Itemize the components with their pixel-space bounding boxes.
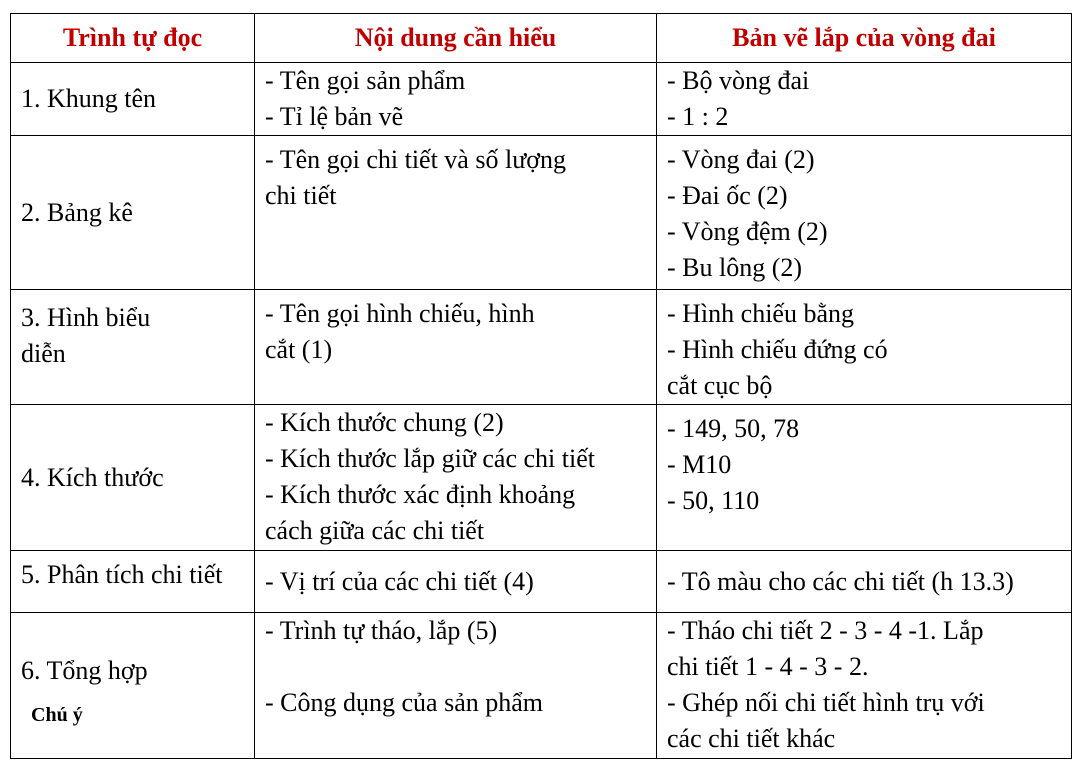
content-line: - Tên gọi hình chiếu, hình	[265, 299, 535, 328]
example-line: - 50, 110	[667, 486, 760, 515]
table-row	[11, 613, 1072, 759]
example-line: - Đai ốc (2)	[667, 181, 788, 210]
example-line: - 1 : 2	[667, 102, 729, 131]
assembly-drawing-reading-table	[10, 13, 1072, 759]
example-cell	[657, 551, 1072, 613]
example-line: - Tô màu cho các chi tiết (h 13.3)	[667, 566, 1014, 596]
header-reading-order: Trình tự đọc	[11, 14, 255, 63]
table-row	[11, 551, 1072, 613]
step-label: diễn	[21, 339, 66, 368]
example-line: chi tiết 1 - 4 - 3 - 2.	[667, 652, 869, 681]
content-line: - Vị trí của các chi tiết (4)	[265, 566, 534, 596]
step-cell	[11, 63, 255, 136]
example-line: các chi tiết khác	[667, 724, 836, 753]
example-line: - Bộ vòng đai	[667, 66, 810, 95]
example-cell	[657, 63, 1072, 136]
example-line: - 149, 50, 78	[667, 414, 800, 443]
example-cell	[657, 613, 1072, 759]
header-row	[11, 14, 1072, 63]
content-line: - Trình tự tháo, lắp (5)	[265, 616, 498, 645]
content-line: - Kích thước lắp giữ các chi tiết	[265, 444, 595, 473]
table-row	[11, 290, 1072, 405]
example-line: - Tháo chi tiết 2 - 3 - 4 -1. Lắp	[667, 616, 984, 645]
content-line: - Kích thước xác định khoảng	[265, 480, 576, 509]
step-label: 5. Phân tích chi tiết	[21, 560, 223, 589]
step-label: 4. Kích thước	[21, 462, 164, 492]
step-cell	[11, 613, 255, 759]
step-label: 1. Khung tên	[21, 84, 157, 113]
table-row	[11, 63, 1072, 136]
example-line: - Ghép nối chi tiết hình trụ với	[667, 688, 985, 717]
header-example-drawing: Bản vẽ lắp của vòng đai	[657, 14, 1072, 63]
example-cell	[657, 136, 1072, 290]
header-content-to-understand: Nội dung cần hiểu	[255, 14, 657, 63]
step-cell	[11, 405, 255, 551]
step-label: 2. Bảng kê	[21, 197, 133, 227]
content-line: chi tiết	[265, 181, 337, 210]
step-label: 3. Hình biểu	[21, 303, 151, 332]
content-line	[265, 649, 656, 685]
content-cell	[255, 551, 657, 613]
content-cell	[255, 613, 657, 759]
example-line: - Vòng đệm (2)	[667, 217, 828, 246]
example-cell	[657, 290, 1072, 405]
content-cell	[255, 290, 657, 405]
step-cell	[11, 136, 255, 290]
example-line: - Vòng đai (2)	[667, 145, 815, 174]
example-line: - M10	[667, 450, 732, 479]
content-line: cắt (1)	[265, 335, 333, 364]
content-line: cách giữa các chi tiết	[265, 516, 485, 545]
content-cell	[255, 405, 657, 551]
content-line: - Tên gọi chi tiết và số lượng	[265, 145, 567, 174]
example-line: - Bu lông (2)	[667, 253, 803, 282]
table-row	[11, 405, 1072, 551]
note-label: Chú ý	[31, 704, 83, 726]
content-cell	[255, 63, 657, 136]
example-line: - Hình chiếu đứng có	[667, 335, 888, 364]
table-row	[11, 136, 1072, 290]
content-line: - Công dụng của sản phẩm	[265, 688, 544, 717]
content-cell	[255, 136, 657, 290]
step-label: 6. Tổng hợp	[21, 656, 148, 685]
step-cell	[11, 290, 255, 405]
content-line: - Kích thước chung (2)	[265, 408, 504, 437]
content-line: - Tỉ lệ bản vẽ	[265, 102, 404, 131]
step-cell	[11, 551, 255, 613]
example-line: cắt cục bộ	[667, 371, 773, 400]
content-line: - Tên gọi sản phẩm	[265, 66, 466, 95]
example-cell	[657, 405, 1072, 551]
example-line: - Hình chiếu bằng	[667, 299, 855, 328]
